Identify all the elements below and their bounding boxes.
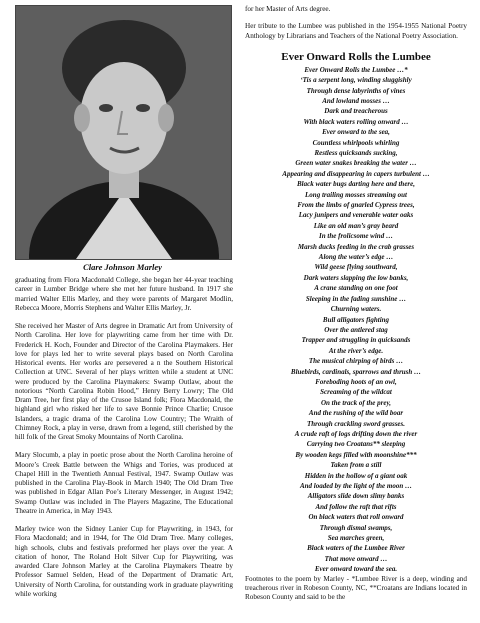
- poem-line: Ever Onward Rolls the Lumbee …*: [304, 65, 408, 74]
- poem-line: Dark waters slapping the low banks,: [303, 273, 409, 282]
- poem-line: A crude raft of logs drifting down the river: [294, 429, 418, 438]
- portrait-photo: [15, 5, 232, 260]
- poem-line: From the limbs of gnarled Cypress trees,: [297, 201, 415, 210]
- body-paragraph: She received her Master of Arts degree in Dramatic Art from University of North Carolina. Her love for playwriting came from her time with Dr. Frederick H. Koch, Founder and Director of the Carolina Playmakers. Her love for plays led her to write several plays based on North Carolina Historical events. Her works are persevered a n the Southern Historical Collection at UNC. Several of her plays written while a student at UNC were produced by the Carolina Playmakers: Swamp Outlaw, about the notorious “North Carolina Robin Hood,” Henry Berry Lowry; The Old Dram Tree, her first play of the Crusoe Island folk; Flora Macdonald, the highland girl who risked her life to save Bonnie Prince Charlie; Crusoe Islanders, a tragic drama of the Carolina Low Country; The Wraith of Chimney Rock, a play in verse, drawn from a legend, still cherished by the hill folk of the Great Smoky Mountains of North Carolina.: [15, 322, 233, 441]
- poem-line: Marsh ducks feeding in the crab grasses: [297, 242, 415, 251]
- poem-line: Bull alligators fighting: [322, 315, 390, 324]
- poem-line: Bluebirds, cardinals, sparrows and thrush …: [290, 367, 422, 376]
- poem-line: By wooden kegs filled with moonshine***: [295, 450, 417, 459]
- poem-line: Restless quicksands sucking,: [314, 149, 398, 157]
- poem-line: On black waters that roll onward: [308, 513, 404, 522]
- poem-line: Wild geese flying southward,: [314, 263, 398, 272]
- poem-line: Sea marches green,: [327, 534, 385, 543]
- poem-body: [245, 65, 467, 575]
- poem-line: Black waters of the Lumbee River: [307, 544, 405, 553]
- left-column: [15, 276, 233, 608]
- poem-line: Alligators slide down slimy banks: [307, 492, 405, 501]
- poem-line: Taken from a still: [330, 461, 382, 470]
- poem-line: Sleeping in the fading sunshine …: [305, 294, 407, 303]
- poem-line: Ever onward to the sea,: [322, 128, 390, 137]
- poem-line: Screaming of the wildcat: [320, 388, 392, 397]
- poem-line: Carrying two Croatans** sleeping: [306, 440, 406, 449]
- poem-line: At the river’s edge.: [328, 346, 384, 355]
- poem-line: Through dismal swamps,: [319, 523, 393, 532]
- poem-line: Long trailing mosses streaming out: [305, 190, 407, 199]
- body-paragraph: Marley twice won the Sidney Lanier Cup for Playwriting, in 1943, for Flora Macdonald; and in 1944, for The Old Dram Tree. Many colleges, high schools, clubs and festivals preformed her plays over the year. A citation of honor, The Roland Holt Silver Cup for Playwriting, was awarded Clare Johnson Marley at the Carolina Playmakers Theatre by Professor Samuel Selden, Head of the Department of Dramatic Art, University of North Carolina, for outstanding work in graduate playwriting while working: [15, 525, 233, 598]
- poem-line: The musical chirping of birds …: [308, 357, 404, 366]
- poem-line: With black waters rolling onward …: [303, 117, 409, 126]
- poem-line: A crane standing on one foot: [314, 284, 398, 293]
- right-column: [245, 5, 467, 610]
- body-paragraph: Mary Slocumb, a play in poetic prose about the North Carolina heroine of Moore’s Creek Battle between the Whigs and Tories, was produced at Chapel Hill in the Twentieth Annual Festival, 1947. Swamp Outlaw was published in the Carolina Play-Book in March 1940; The Old Dram Tree was published in Edgar Allan Poe’s Literary Messenger, in August 1942; Swamp Outlaw was included in The Players Magazine, The Educational Theatre in America, in May 1943.: [15, 451, 233, 515]
- poem-line: And loaded by the light of the moon …: [299, 482, 412, 490]
- poem-line: Along the water’s edge …: [318, 253, 394, 262]
- poem-line: Black water bugs darting here and there,: [296, 180, 416, 189]
- body-paragraph: for her Master of Arts degree.: [245, 5, 331, 13]
- poem-line: Through dense labyrinths of vines: [306, 86, 406, 95]
- photo-caption: Clare Johnson Marley: [83, 262, 162, 272]
- poem-line: Through crackling sword grasses.: [306, 419, 406, 428]
- poem-line: And the rushing of the wild boar: [308, 409, 404, 418]
- poem-line: And lowland mosses …: [322, 96, 390, 105]
- poem-line: And follow the raft that rifts: [315, 502, 397, 511]
- poem-line: Like an old man’s gray beard: [313, 221, 399, 230]
- poem-line: Foreboding hoots of an owl,: [315, 377, 397, 386]
- poem-line: On the track of the prey,: [320, 398, 392, 407]
- poem-line: In the frolicsome wind …: [319, 232, 393, 241]
- poem-line: Appearing and disappearing in capers turbulent …: [282, 169, 430, 178]
- poem-line: Countless whirlpools whirling: [312, 138, 400, 147]
- poem-line: That move onward …: [324, 554, 388, 563]
- poem-title: Ever Onward Rolls the Lumbee: [281, 50, 431, 63]
- poem-line: Green water snakes breaking the water …: [295, 159, 417, 168]
- footnote: Footnotes to the poem by Marley - *Lumbee River is a deep, winding and treacherous river in Robeson County, NC, **Croatans are Indians located in Robeson County and said to be the: [245, 574, 467, 602]
- poem-line: Ever onward toward the sea.: [314, 565, 398, 574]
- poem-line: Over the antlered stag: [324, 325, 388, 334]
- poem-line: Trapper and struggling in quicksands: [301, 336, 411, 345]
- poem-line: Churning waters.: [330, 305, 382, 314]
- body-paragraph: graduating from Flora Macdonald College, she began her 44-year teaching career in Lumber Bridge where she met her future husband. In 1917 she married Walter Ellis Marley, and they were parents of Margaret Modlin, Rebecca Moore, Morris Stephens and Walter Ellis Marley, Jr.: [15, 276, 233, 312]
- body-paragraph: Her tribute to the Lumbee was published in the 1954-1955 National Poetry Anthology by Librarians and Teachers of the National Poetry Association.: [245, 22, 467, 40]
- poem-line: Hidden in the hollow of a giant oak: [304, 471, 408, 480]
- poem-line: Dark and treacherous: [324, 107, 388, 116]
- poem-line: Lacy junipers and venerable water oaks: [298, 211, 414, 220]
- poem-line: ‘Tis a serpent long, winding sluggishly: [300, 76, 412, 85]
